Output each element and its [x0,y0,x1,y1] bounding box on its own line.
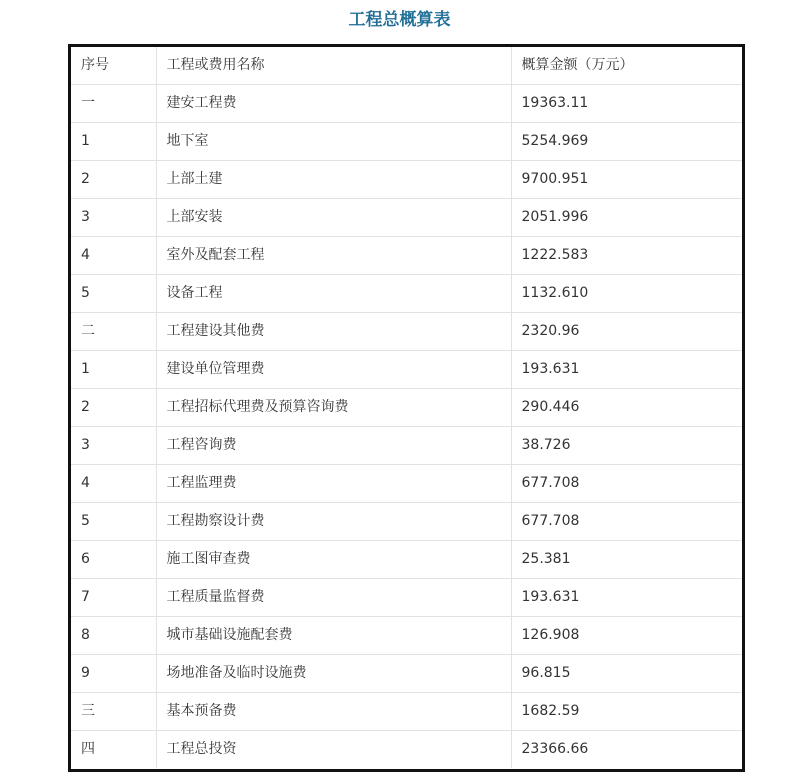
budget-amount-cell: 9700.951 [511,161,742,199]
table-row [71,503,742,541]
table-row [71,465,742,503]
item-name-cell: 工程总投资 [156,731,511,769]
budget-amount-cell: 2320.96 [511,313,742,351]
table-row [71,389,742,427]
item-name-cell: 城市基础设施配套费 [156,617,511,655]
table-row [71,351,742,389]
table-row [71,85,742,123]
item-name-cell: 工程勘察设计费 [156,503,511,541]
serial-number-cell: 一 [71,85,156,123]
serial-number-cell: 3 [71,199,156,237]
serial-number-cell: 3 [71,427,156,465]
item-name-cell: 工程咨询费 [156,427,511,465]
header-item-name: 工程或费用名称 [156,47,511,85]
table-row [71,693,742,731]
table-row [71,579,742,617]
table-header-row [71,47,742,85]
table-row [71,541,742,579]
item-name-cell: 建安工程费 [156,85,511,123]
budget-amount-cell: 1682.59 [511,693,742,731]
serial-number-cell: 2 [71,161,156,199]
header-serial-number: 序号 [71,47,156,85]
serial-number-cell: 1 [71,123,156,161]
budget-amount-cell: 1132.610 [511,275,742,313]
item-name-cell: 上部土建 [156,161,511,199]
table-row [71,731,742,769]
serial-number-cell: 4 [71,237,156,275]
header-budget-amount: 概算金额（万元） [511,47,742,85]
item-name-cell: 地下室 [156,123,511,161]
item-name-cell: 工程招标代理费及预算咨询费 [156,389,511,427]
table-row [71,655,742,693]
serial-number-cell: 9 [71,655,156,693]
item-name-cell: 设备工程 [156,275,511,313]
serial-number-cell: 二 [71,313,156,351]
table-row [71,199,742,237]
budget-amount-cell: 126.908 [511,617,742,655]
item-name-cell: 建设单位管理费 [156,351,511,389]
budget-amount-cell: 25.381 [511,541,742,579]
serial-number-cell: 三 [71,693,156,731]
budget-amount-cell: 1222.583 [511,237,742,275]
serial-number-cell: 7 [71,579,156,617]
table-row [71,123,742,161]
budget-amount-cell: 677.708 [511,465,742,503]
budget-table [71,47,742,768]
table-row [71,237,742,275]
item-name-cell: 室外及配套工程 [156,237,511,275]
serial-number-cell: 6 [71,541,156,579]
table-row [71,313,742,351]
budget-amount-cell: 5254.969 [511,123,742,161]
table-row [71,275,742,313]
table-row [71,617,742,655]
serial-number-cell: 8 [71,617,156,655]
serial-number-cell: 四 [71,731,156,769]
table-row [71,161,742,199]
page-title: 工程总概算表 [348,10,451,30]
budget-amount-cell: 23366.66 [521,741,589,757]
serial-number-cell: 4 [71,465,156,503]
budget-amount-cell: 38.726 [511,427,742,465]
item-name-cell: 基本预备费 [156,693,511,731]
serial-number-cell: 5 [71,275,156,313]
budget-table-frame [68,44,745,772]
table-row [71,427,742,465]
budget-amount-cell: 677.708 [511,503,742,541]
item-name-cell: 工程建设其他费 [156,313,511,351]
item-name-cell: 工程监理费 [156,465,511,503]
item-name-cell: 工程质量监督费 [156,579,511,617]
budget-amount-cell: 193.631 [511,351,742,389]
item-name-cell: 场地准备及临时设施费 [156,655,511,693]
table-body [71,47,742,768]
item-name-cell: 上部安装 [156,199,511,237]
serial-number-cell: 1 [71,351,156,389]
budget-amount-cell: 193.631 [511,579,742,617]
budget-amount-cell: 2051.996 [511,199,742,237]
item-name-cell: 施工图审查费 [156,541,511,579]
budget-amount-cell: 290.446 [511,389,742,427]
serial-number-cell: 2 [71,389,156,427]
budget-amount-cell: 19363.11 [511,85,742,123]
serial-number-cell: 5 [71,503,156,541]
budget-amount-cell: 96.815 [511,655,742,693]
